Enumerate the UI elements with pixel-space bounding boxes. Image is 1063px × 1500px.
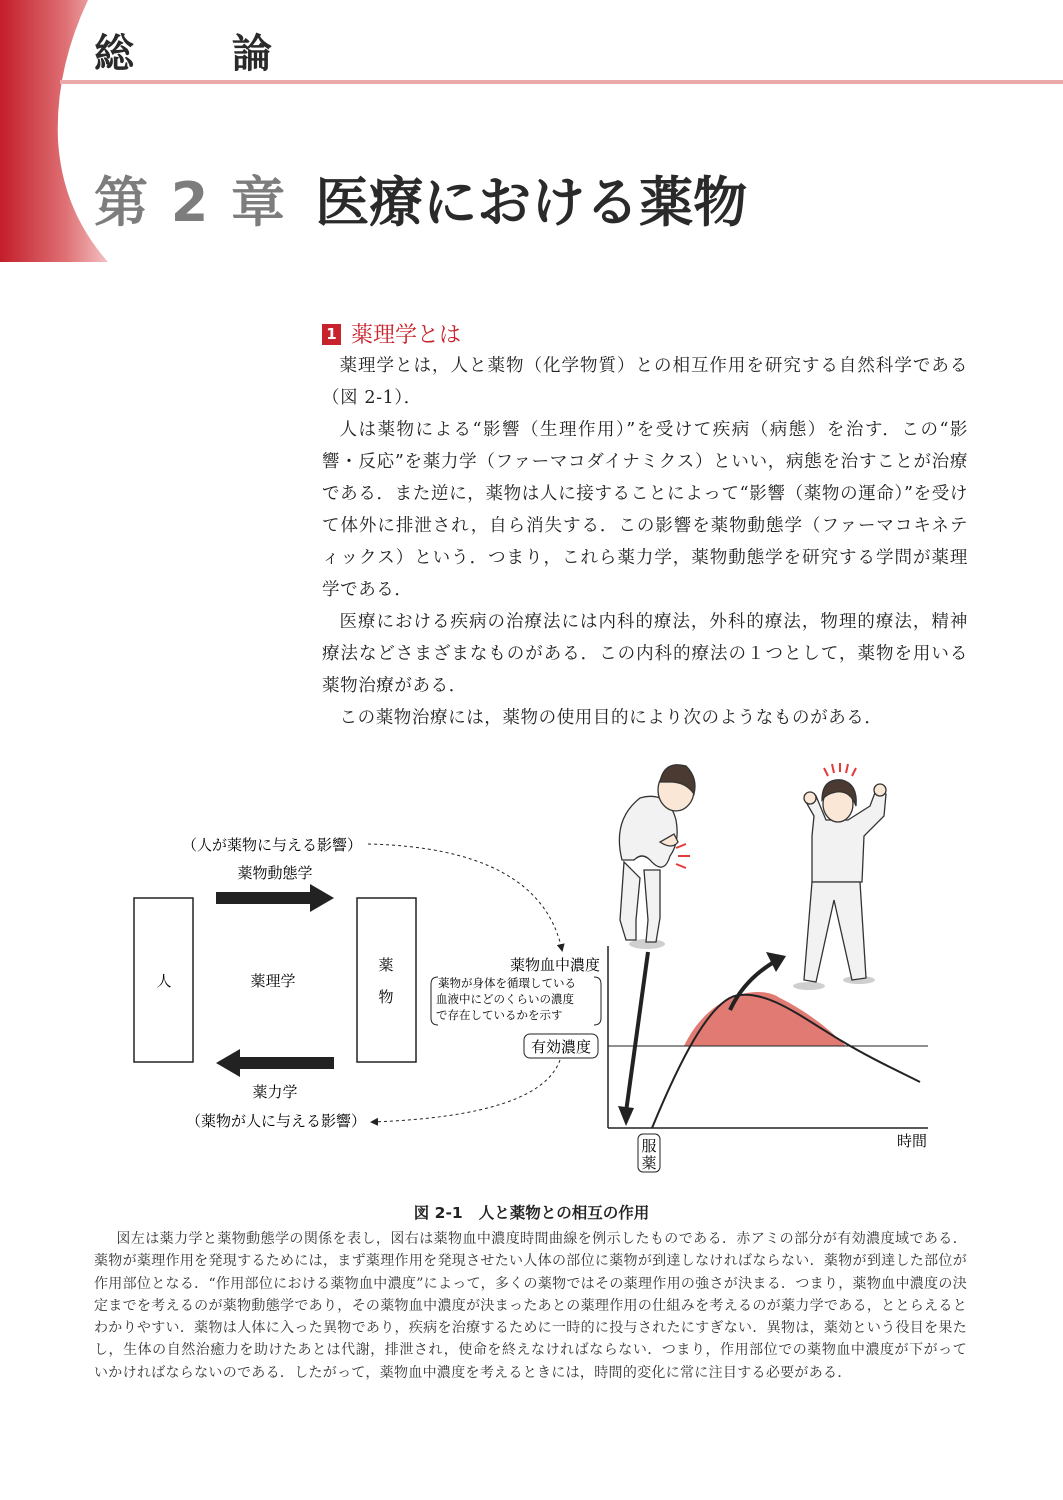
section-label: 総 論 (94, 31, 314, 77)
drug-box (357, 898, 416, 1062)
section-heading (322, 318, 461, 349)
pharmacokinetics-label: 薬物動態学 (237, 864, 313, 882)
y-axis-note-line-2: 血液中にどのくらいの濃度 (436, 992, 574, 1006)
arrow-down-head-icon (618, 1106, 634, 1126)
concentration-time-chart (608, 946, 928, 1172)
paragraph: 薬理学とは，人と薬物（化学物質）との相互作用を研究する自然科学である（図 2-1）． (322, 356, 968, 408)
influence-human-to-drug-label: （人が薬物に与える影響） (181, 836, 363, 854)
y-axis-note-line-3: で存在しているかを示す (436, 1008, 563, 1022)
pharmacology-label: 薬理学 (250, 972, 296, 990)
pain-lines-icon (676, 844, 690, 868)
body-text (322, 350, 968, 734)
paragraph: この薬物治療には，薬物の使用目的により次のようなものがある． (339, 708, 883, 728)
arrow-left-icon (216, 1049, 334, 1077)
y-axis-label: 薬物血中濃度 (509, 956, 601, 974)
effective-concentration-label: 有効濃度 (530, 1038, 592, 1056)
arrow-up-head-icon (766, 952, 786, 972)
arrow-down-icon (626, 952, 648, 1112)
figure-label: 図 2-1 (413, 1204, 463, 1222)
drug-label-1: 薬 (378, 956, 394, 974)
paragraph: 医療における疾病の治療法には内科的療法，外科的療法，物理的療法，精神療法などさまざまなものがある．この内科的療法の１つとして，薬物を用いる薬物治療がある． (322, 612, 968, 696)
x-axis-label: 時間 (896, 1132, 928, 1150)
influence-drug-to-human-label: （薬物が人に与える影響） (185, 1112, 367, 1130)
human-label: 人 (156, 972, 172, 990)
chapter-name: 医療における薬物 (315, 171, 748, 234)
y-axis-note-line-1: 薬物が身体を循環している (438, 976, 576, 990)
drug-label-2: 物 (378, 988, 394, 1006)
dashed-connector-bottom (372, 1060, 560, 1122)
note-right-bracket (594, 977, 601, 1025)
healthy-person-illustration (793, 780, 886, 990)
excitement-lines-icon (824, 763, 856, 776)
section-number-badge: 1 (322, 324, 341, 345)
figure-description: 図左は薬力学と薬物動態学の関係を表し，図右は薬物血中濃度時間曲線を例示したものである．赤アミの部分が有効濃度域である．薬物が薬理作用を発現するためには，まず薬理作用を発現させたい人体の部位に薬物が到達しなければならない．薬物が到達した部位が作用部位となる．“作用部位における薬物血中濃度”によって，多くの薬物ではその薬理作用の強さが決まる．つまり，薬物血中濃度の決定までを考えるのが薬物動態学であり，その薬物血中濃度が決まったあとの薬理作用の仕組みを考えるのが薬力学である，ととらえるとわかりやすい．薬物は人体に入った異物であり，疾病を治療するために一時的に投与されたにすぎない．異物は，薬効という役目を果たし，生体の自然治癒力を助けたあとは代謝，排泄され，使命を終えなければならない．つまり，作用部位での薬物血中濃度が下がっていかければならないのである．したがって，薬物血中濃度を考えるときには，時間的変化に常に注目する必要がある． (94, 1231, 967, 1381)
arrow-right-icon (216, 884, 334, 912)
dosing-label-2: 薬 (641, 1154, 657, 1172)
chapter-title (94, 160, 747, 237)
pharmacodynamics-label: 薬力学 (252, 1083, 298, 1101)
figure-2-1 (0, 760, 1063, 1190)
figure-title: 人と薬物との相互の作用 (478, 1204, 650, 1222)
header-rule (60, 80, 1063, 84)
chapter-number: 第 2 章 (94, 171, 288, 234)
figure-caption (0, 1201, 1063, 1223)
dosing-label-1: 服 (641, 1137, 657, 1155)
paragraph: 人は薬物による“影響（生理作用）”を受けて疾病（病態）を治す．この“影響・反応”を薬力学（ファーマコダイナミクス）といい，病態を治すことが治療である．また逆に，薬物は人に接することによって“影響（薬物の運命）”を受けて体外に排泄され，自ら消失する．この影響を薬物動態学（ファーマコキネティックス）という．つまり，これら薬力学，薬物動態学を研究する学問が薬理学である． (322, 420, 968, 600)
section-title: 薬理学とは (351, 323, 462, 348)
